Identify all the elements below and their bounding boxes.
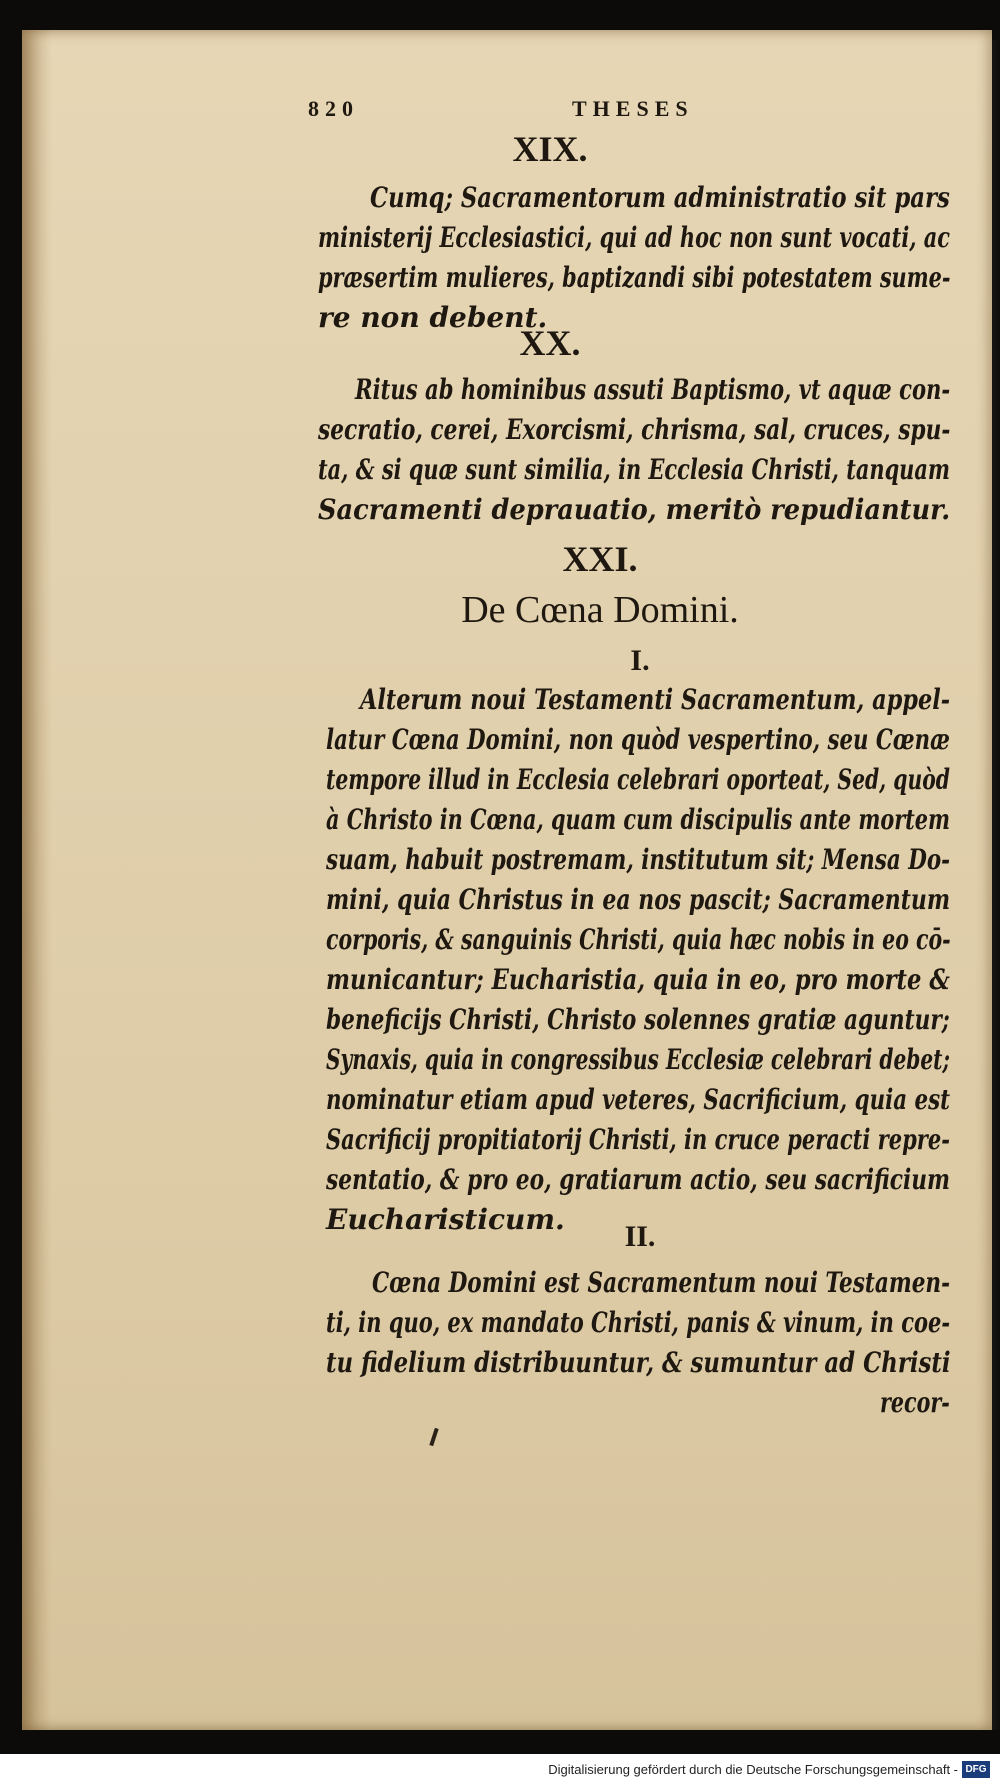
- section-heading-xx: XX.: [519, 323, 581, 363]
- text-line: beneficijs Christi, Christo solennes gratiæ aguntur;: [326, 1003, 950, 1036]
- footer-bar: [0, 1754, 1000, 1788]
- text-line: corporis, & sanguinis Christi, quia hæc nobis in eo cō-: [326, 923, 951, 956]
- section-heading-i: I.: [630, 644, 650, 677]
- ink-mark: [429, 1428, 438, 1446]
- text-line: ti, in quo, ex mandato Christi, panis & vinum, in coe-: [326, 1306, 951, 1339]
- text-line: sentatio, & pro eo, gratiarum actio, seu sacrificium: [326, 1163, 951, 1196]
- text-line: Cœna Domini est Sacramentum noui Testamen-: [372, 1266, 951, 1299]
- text-line: Sacrificij propitiatorij Christi, in cruce peracti repre-: [326, 1123, 950, 1156]
- page-number: 820: [308, 96, 359, 121]
- text-line: suam, habuit postremam, institutum sit; Mensa Do-: [326, 843, 951, 876]
- text-line: mini, quia Christus in ea nos pascit; Sacramentum: [326, 883, 951, 916]
- section-heading-xix: XIX.: [512, 129, 588, 169]
- text-line: tu fidelium distribuuntur, & sumuntur ad Christi: [326, 1346, 951, 1379]
- text-line: re non debent.: [318, 301, 548, 334]
- text-line: Synaxis, quia in congressibus Ecclesiæ celebrari debet;: [326, 1043, 950, 1076]
- catchword: recor-: [880, 1386, 950, 1419]
- text-line: ta, & si quæ sunt similia, in Ecclesia Christi, tanquam: [318, 453, 951, 486]
- running-head: THESES: [572, 96, 694, 121]
- section-heading-ii: II.: [624, 1220, 656, 1253]
- text-line: Cumq; Sacramentorum administratio sit pars: [370, 181, 950, 214]
- text-line: à Christo in Cœna, quam cum discipulis ante mortem: [326, 803, 951, 836]
- text-line: Alterum noui Testamenti Sacramentum, appel-: [360, 683, 951, 716]
- text-line: tempore illud in Ecclesia celebrari oporteat, Sed, quòd: [326, 763, 950, 796]
- text-line: ministerij Ecclesiastici, qui ad hoc non sunt vocati, ac: [318, 221, 950, 254]
- chapter-title: De Cœna Domini.: [461, 589, 739, 631]
- text-line: Ritus ab hominibus assuti Baptismo, vt aquæ con-: [355, 373, 951, 406]
- text-line: latur Cœna Domini, non quòd vespertino, seu Cœnæ: [326, 723, 950, 756]
- funding-credit: Digitalisierung gefördert durch die Deutsche Forschungsgemeinschaft -: [548, 1762, 958, 1777]
- text-line: Eucharisticum.: [326, 1203, 565, 1236]
- dfg-logo: DFG: [962, 1761, 990, 1778]
- section-heading-xxi: XXI.: [562, 539, 638, 579]
- text-line: Sacramenti deprauatio, meritò repudiantur.: [318, 493, 951, 526]
- text-line: nominatur etiam apud veteres, Sacrificium, quia est: [326, 1083, 951, 1116]
- text-line: præsertim mulieres, baptizandi sibi potestatem sume-: [318, 261, 951, 294]
- text-line: municantur; Eucharistia, quia in eo, pro morte &: [326, 963, 950, 996]
- text-line: secratio, cerei, Exorcismi, chrisma, sal, cruces, spu-: [318, 413, 951, 446]
